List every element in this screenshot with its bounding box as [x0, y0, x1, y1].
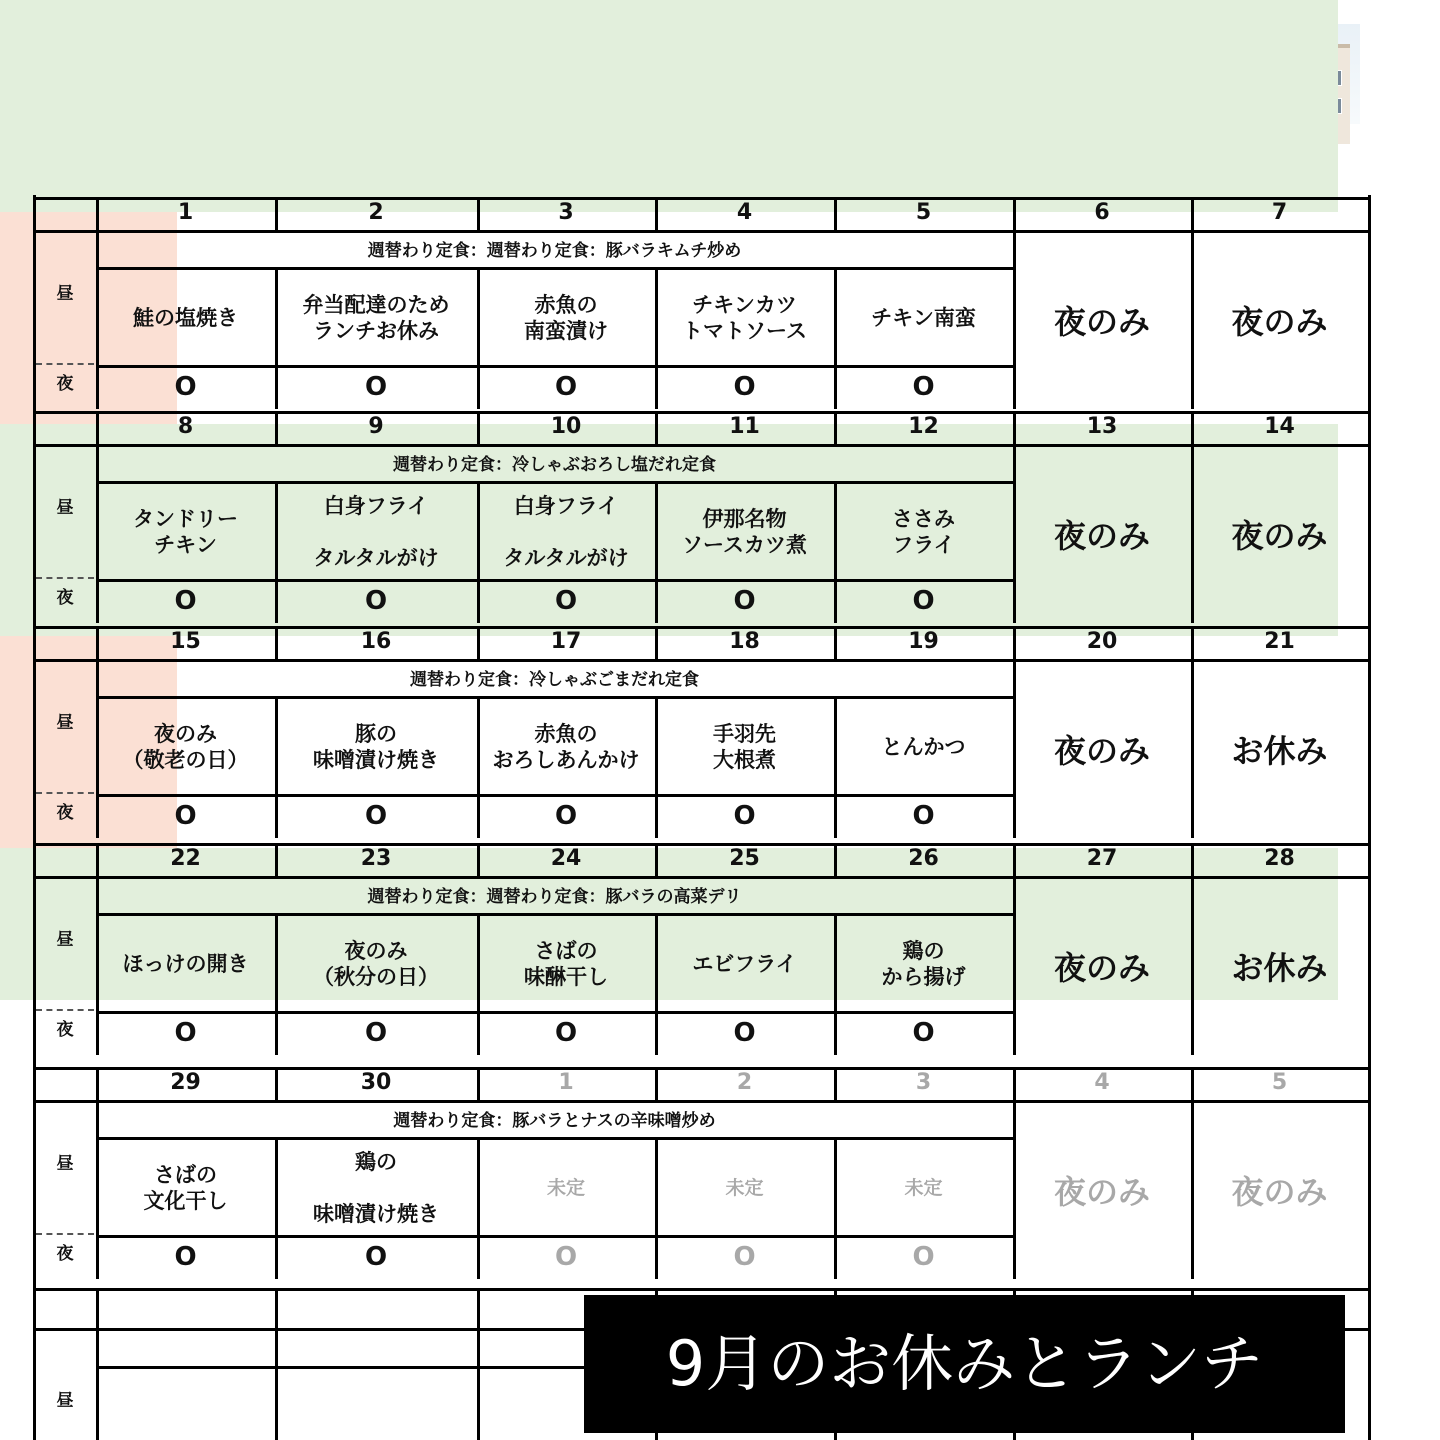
weekly-special-label: 週替わり定食：冷しゃぶおろし塩だれ定食 [393, 455, 716, 475]
sunday-status: 夜のみ [1231, 516, 1328, 555]
divider-dash [36, 792, 94, 794]
dinner-open-mark: O [364, 372, 388, 402]
lunch-dish: さばの 文化干し [143, 1162, 228, 1213]
lunch-dish: 未定 [546, 1176, 585, 1199]
date-number: 5 [1271, 1070, 1288, 1095]
lunch-dish: チキン南蛮 [871, 305, 976, 330]
dinner-open-mark: O [364, 1018, 388, 1048]
grid-line [33, 195, 36, 1440]
grid-line [1191, 626, 1194, 659]
lunch-dish: 白身フライ タルタルがけ [313, 493, 439, 570]
lunch-dish: 手羽先 大根煮 [713, 721, 776, 772]
lunch-dish: 鶏の から揚げ [881, 938, 966, 989]
grid-line [1013, 197, 1016, 230]
date-number: 24 [550, 846, 582, 871]
dinner-open-mark: O [554, 586, 578, 616]
lunch-dish: 未定 [725, 1176, 764, 1199]
saturday-status: 夜のみ [1053, 516, 1150, 555]
weekly-special-label: 週替わり定食：冷しゃぶごまだれ定食 [410, 670, 699, 690]
weekly-special-label: 週替わり定食：豚バラとナスの辛味噌炒め [393, 1111, 716, 1131]
date-number: 19 [908, 629, 939, 654]
grid-line [96, 197, 99, 230]
lunch-dish: 弁当配達のため ランチお休み [302, 292, 450, 343]
night-label: 夜 [56, 374, 74, 394]
grid-line [655, 197, 658, 230]
grid-line [1013, 843, 1016, 876]
grid-line [96, 626, 99, 659]
grid-line [1191, 1067, 1194, 1100]
dinner-open-mark: O [733, 1242, 756, 1272]
date-number: 11 [729, 414, 760, 439]
dinner-open-mark: O [733, 1018, 756, 1048]
saturday-status: 夜のみ [1053, 948, 1150, 987]
dinner-open-mark: O [554, 1242, 578, 1272]
lunch-dish: エビフライ [692, 951, 797, 976]
night-label: 夜 [56, 803, 74, 823]
grid-line [834, 626, 837, 659]
lunch-dish: 未定 [904, 1176, 943, 1199]
dinner-open-mark: O [733, 801, 756, 831]
lunch-dish: さばの 味醂干し [524, 938, 608, 989]
grid-line [275, 1067, 278, 1100]
dinner-open-mark: O [554, 372, 578, 402]
date-number: 9 [368, 414, 384, 439]
date-number: 13 [1086, 414, 1118, 439]
grid-line [1013, 1067, 1016, 1100]
date-number: 16 [360, 629, 392, 654]
weekly-special-label: 週替わり定食：週替わり定食：豚バラキムチ炒め [367, 241, 742, 261]
grid-line [655, 1067, 658, 1100]
grid-line [33, 843, 1371, 846]
dinner-open-mark: O [733, 372, 756, 402]
grid-line [477, 197, 480, 230]
date-number: 23 [360, 846, 392, 871]
grid-line [275, 411, 278, 444]
date-number: 26 [908, 846, 939, 871]
date-number: 18 [729, 629, 760, 654]
grid-line [96, 411, 99, 444]
date-number: 29 [170, 1070, 201, 1095]
dinner-open-mark: O [174, 372, 197, 402]
grid-line [1191, 197, 1194, 230]
dinner-open-mark: O [174, 801, 197, 831]
grid-line [1191, 843, 1194, 876]
grid-line [477, 626, 480, 659]
date-number: 14 [1264, 414, 1295, 439]
date-number: 28 [1264, 846, 1295, 871]
date-number: 25 [729, 846, 760, 871]
lunch-label: 昼 [56, 1154, 74, 1174]
grid-line [655, 626, 658, 659]
saturday-status: 夜のみ [1053, 302, 1150, 341]
date-number: 2 [368, 200, 384, 225]
dinner-open-mark: O [174, 1242, 197, 1272]
divider-dash [36, 1009, 94, 1011]
date-number: 1 [558, 1070, 574, 1095]
lunch-label: 昼 [56, 713, 74, 733]
date-number: 8 [177, 414, 194, 439]
saturday-status: 夜のみ [1053, 731, 1150, 770]
dinner-open-mark: O [912, 1018, 935, 1048]
grid-line [477, 1288, 480, 1440]
saturday-status: 夜のみ [1053, 1172, 1150, 1211]
grid-line [655, 411, 658, 444]
lunch-label: 昼 [56, 498, 74, 518]
lunch-dish: とんかつ [881, 734, 966, 759]
dinner-open-mark: O [174, 586, 197, 616]
date-number: 21 [1264, 629, 1295, 654]
grid-line [275, 626, 278, 659]
date-number: 4 [1094, 1070, 1110, 1095]
grid-line [477, 411, 480, 444]
date-number: 10 [550, 414, 582, 439]
lunch-dish: 豚の 味噌漬け焼き [313, 721, 439, 772]
date-number: 12 [908, 414, 939, 439]
grid-line [1191, 411, 1194, 444]
divider-dash [36, 1233, 94, 1235]
date-number: 5 [915, 200, 932, 225]
lunch-dish: 伊那名物 ソースカツ煮 [682, 506, 807, 557]
date-number: 30 [360, 1070, 392, 1095]
lunch-dish: 赤魚の おろしあんかけ [492, 721, 640, 772]
caption-banner: 9月のお休みとランチ [584, 1295, 1345, 1433]
divider-dash [36, 363, 94, 365]
date-number: 6 [1094, 200, 1110, 225]
night-label: 夜 [56, 588, 74, 608]
date-number: 7 [1271, 200, 1288, 225]
dinner-open-mark: O [554, 801, 578, 831]
grid-line [477, 843, 480, 876]
date-number: 22 [170, 846, 201, 871]
night-label: 夜 [56, 1020, 74, 1040]
dinner-open-mark: O [174, 1018, 197, 1048]
grid-line [96, 1067, 99, 1100]
lunch-dish: ほっけの開き [122, 951, 249, 976]
date-number: 2 [736, 1070, 753, 1095]
sunday-status: お休み [1231, 948, 1328, 987]
date-number: 27 [1086, 846, 1118, 871]
sunday-status: お休み [1231, 731, 1328, 770]
lunch-dish: ささみ フライ [892, 506, 955, 557]
grid-line [275, 1288, 278, 1440]
lunch-dish: チキンカツ トマトソース [682, 292, 807, 343]
sunday-status: 夜のみ [1231, 1172, 1328, 1211]
lunch-dish: 鮭の塩焼き [133, 305, 238, 330]
grid-line [96, 1288, 99, 1440]
dinner-open-mark: O [912, 586, 935, 616]
grid-line [1013, 626, 1016, 659]
grid-line [1013, 411, 1016, 444]
dinner-open-mark: O [364, 586, 388, 616]
lunch-dish: 夜のみ （秋分の日） [313, 938, 439, 989]
lunch-dish: 鶏の 味噌漬け焼き [313, 1149, 439, 1226]
date-number: 4 [736, 200, 753, 225]
sunday-status: 夜のみ [1231, 302, 1328, 341]
lunch-label: 昼 [56, 284, 74, 304]
grid-line [655, 843, 658, 876]
grid-line [834, 411, 837, 444]
date-number: 3 [915, 1070, 932, 1095]
grid-line [834, 843, 837, 876]
dinner-open-mark: O [912, 801, 935, 831]
date-number: 1 [177, 200, 194, 225]
date-number: 20 [1086, 629, 1118, 654]
dinner-open-mark: O [364, 1242, 388, 1272]
divider-dash [36, 577, 94, 579]
lunch-dish: タンドリー チキン [133, 506, 238, 557]
grid-line [33, 1288, 1371, 1291]
lunch-dish: 夜のみ （敬老の日） [122, 721, 249, 772]
grid-line [96, 843, 99, 876]
grid-line [33, 626, 1371, 629]
date-number: 17 [550, 629, 582, 654]
lunch-dish: 白身フライ タルタルがけ [503, 493, 629, 570]
dinner-open-mark: O [912, 1242, 935, 1272]
dinner-open-mark: O [733, 586, 756, 616]
week-background [0, 0, 1338, 212]
night-label: 夜 [56, 1244, 74, 1264]
grid-line [275, 197, 278, 230]
lunch-label: 昼 [56, 1391, 74, 1411]
date-number: 3 [558, 200, 574, 225]
date-number: 15 [170, 629, 201, 654]
grid-line [834, 1067, 837, 1100]
weekly-special-label: 週替わり定食：週替わり定食：豚バラの高菜デリ [367, 887, 742, 907]
grid-line [477, 1067, 480, 1100]
lunch-label: 昼 [56, 930, 74, 950]
grid-line [1368, 195, 1371, 1440]
grid-line [33, 411, 1371, 414]
grid-line [33, 1067, 1371, 1070]
grid-line [834, 197, 837, 230]
grid-line [275, 843, 278, 876]
grid-line [33, 197, 1371, 200]
dinner-open-mark: O [554, 1018, 578, 1048]
dinner-open-mark: O [912, 372, 935, 402]
lunch-dish: 赤魚の 南蛮漬け [524, 292, 608, 343]
dinner-open-mark: O [364, 801, 388, 831]
